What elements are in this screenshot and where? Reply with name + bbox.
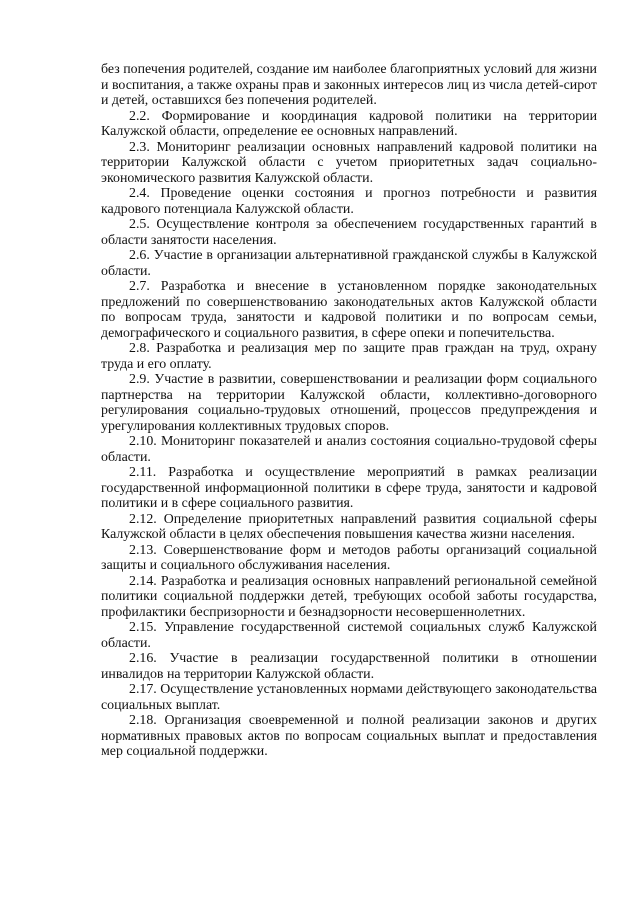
paragraph-2-17: 2.17. Осуществление установленных нормами действующего законодательства социальных выплат. [101,682,597,713]
paragraph-2-12: 2.12. Определение приоритетных направлений развития социальной сферы Калужской области в целях обеспечения повышения качества жизни населения. [101,511,597,542]
paragraph-2-3: 2.3. Мониторинг реализации основных направлений кадровой политики на территории Калужской области с учетом приоритетных задач социально-экономического развития Калужской области. [101,139,597,186]
paragraph-2-11: 2.11. Разработка и осуществление мероприятий в рамках реализации государственной информационной политики в сфере труда, занятости и кадровой политики и в сфере социального развития. [101,465,597,511]
document-page [101,62,597,760]
paragraph-2-7: 2.7. Разработка и внесение в установленном порядке законодательных предложений по совершенствованию законодательных актов Калужской области по вопросам труда, занятости и кадровой политики и по вопросам семьи, демографического и социального развития, в сфере опеки и попечительства. [101,279,597,341]
paragraph-2-6: 2.6. Участие в организации альтернативной гражданской службы в Калужской области. [101,248,597,279]
paragraph-2-9: 2.9. Участие в развитии, совершенствовании и реализации форм социального партнерства на территории Калужской области, коллективно-договорного регулирования социально-трудовых отношений, процессов предупреждения и урегулирования коллективных трудовых споров. [101,372,597,434]
paragraph-2-14: 2.14. Разработка и реализация основных направлений региональной семейной политики социальной поддержки детей, требующих особой заботы государства, профилактики беспризорности и безнадзорности несовершеннолетних. [101,573,597,620]
paragraph-2-16: 2.16. Участие в реализации государственной политики в отношении инвалидов на территории Калужской области. [101,651,597,682]
paragraph-2-2: 2.2. Формирование и координация кадровой политики на территории Калужской области, определение ее основных направлений. [101,108,597,139]
paragraph-2-15: 2.15. Управление государственной системой социальных служб Калужской области. [101,620,597,651]
paragraph-2-4: 2.4. Проведение оценки состояния и прогноз потребности и развития кадрового потенциала Калужской области. [101,186,597,217]
paragraph-2-13: 2.13. Совершенствование форм и методов работы организаций социальной защиты и социального обслуживания населения. [101,542,597,573]
paragraph-2-18: 2.18. Организация своевременной и полной реализации законов и других нормативных правовых актов по вопросам социальных выплат и предоставления мер социальной поддержки. [101,713,597,759]
paragraph-continuation: без попечения родителей, создание им наиболее благоприятных условий для жизни и воспитания, а также охраны прав и законных интересов лиц из числа детей-сирот и детей, оставшихся без попечения родителей. [101,62,597,108]
paragraph-2-10: 2.10. Мониторинг показателей и анализ состояния социально-трудовой сферы области. [101,434,597,465]
paragraph-2-8: 2.8. Разработка и реализация мер по защите прав граждан на труд, охрану труда и его оплату. [101,341,597,372]
paragraph-2-5: 2.5. Осуществление контроля за обеспечением государственных гарантий в области занятости населения. [101,217,597,248]
